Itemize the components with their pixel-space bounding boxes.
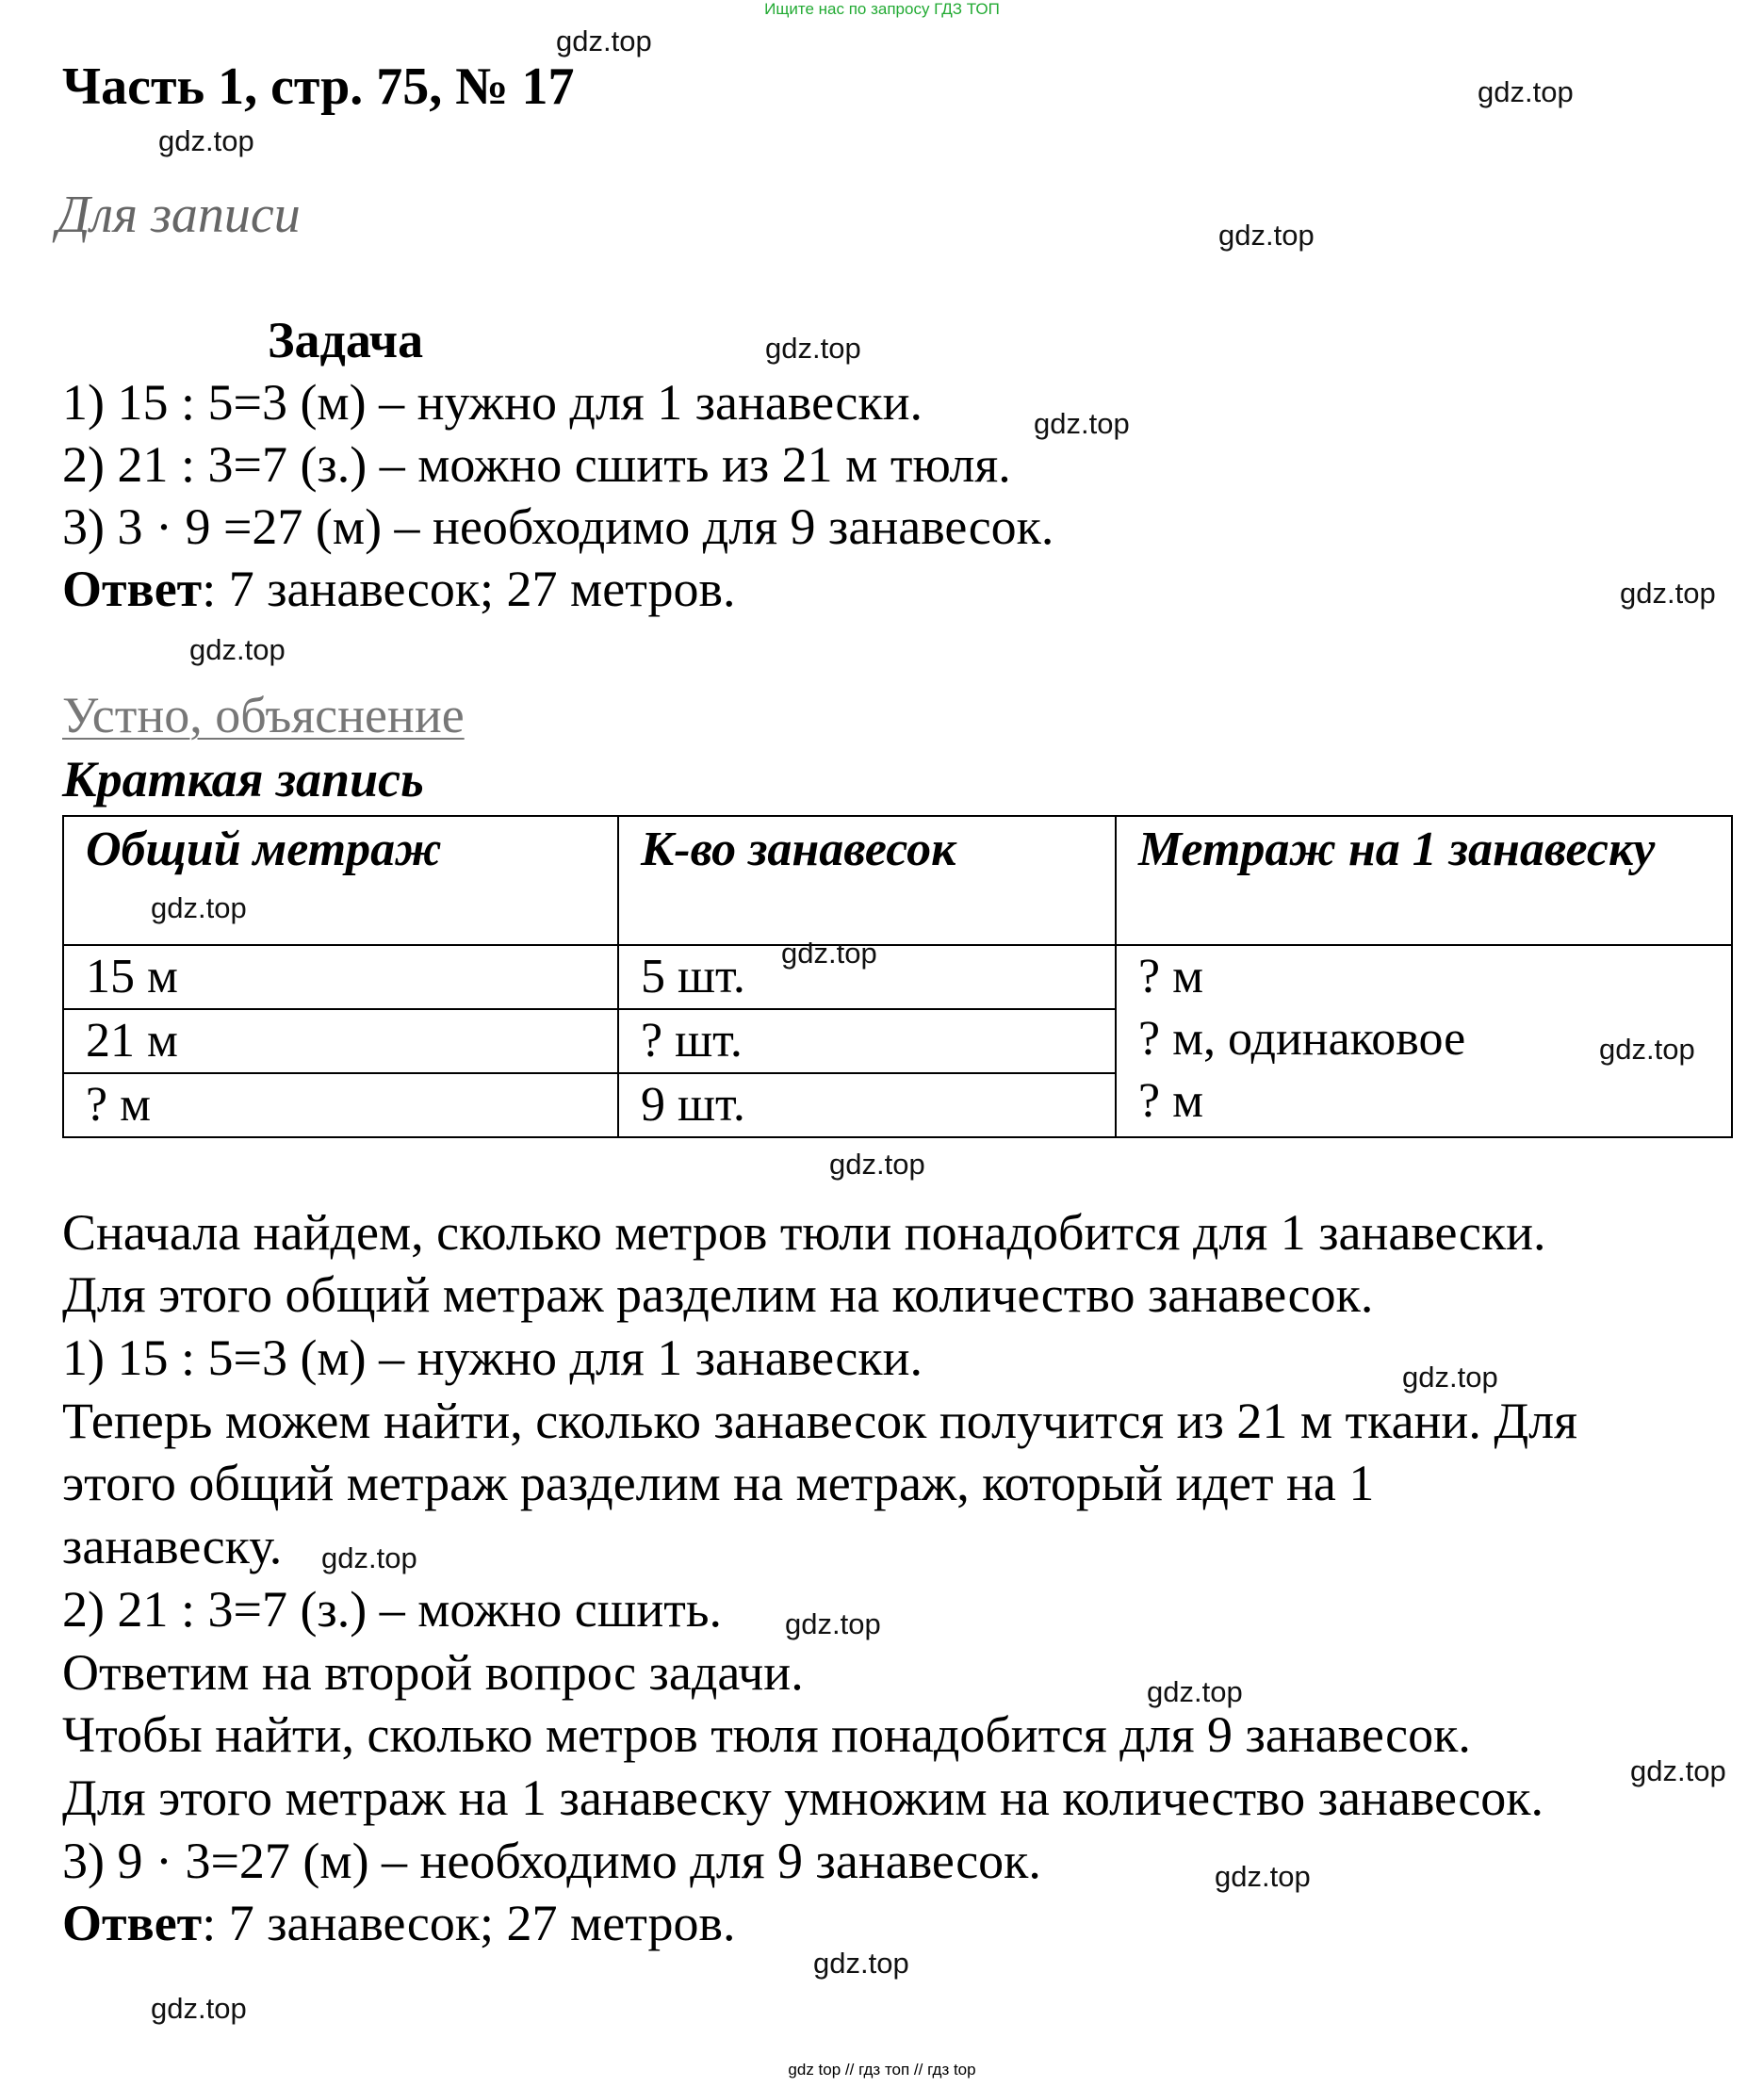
- watermark: gdz.top: [1478, 75, 1574, 108]
- task-step-1: 1) 15 : 5=3 (м) – нужно для 1 занавески.: [62, 374, 923, 431]
- watermark: gdz.top: [1147, 1675, 1243, 1708]
- explanation-line: 3) 9 · 3=27 (м) – необходимо для 9 занавесок.: [62, 1833, 1041, 1889]
- task-answer: [62, 560, 735, 618]
- explanation-line: 1) 15 : 5=3 (м) – нужно для 1 занавески.: [62, 1329, 923, 1386]
- watermark: gdz.top: [151, 891, 247, 924]
- explanation-line: 2) 21 : 3=7 (з.) – можно сшить.: [62, 1581, 722, 1638]
- table-cell: ? шт.: [618, 1009, 1116, 1073]
- table-cell: 5 шт.: [618, 945, 1116, 1009]
- subtitle: Для записи: [57, 186, 301, 244]
- explanation-line: Для этого метраж на 1 занавеску умножим на количество занавесок.: [62, 1769, 1544, 1826]
- watermark: gdz.top: [1402, 1361, 1498, 1394]
- explanation-line: занавеску.: [62, 1518, 283, 1574]
- explanation-line: Чтобы найти, сколько метров тюля понадобится для 9 занавесок.: [62, 1706, 1471, 1763]
- explanation-line: этого общий метраж разделим на метраж, который идет на 1: [62, 1455, 1375, 1511]
- table-cell: ? м: [63, 1073, 618, 1137]
- final-answer-text: : 7 занавесок; 27 метров.: [202, 1895, 736, 1951]
- merged-line: ? м, одинаковое: [1138, 1012, 1466, 1066]
- task-step-2: 2) 21 : 3=7 (з.) – можно сшить из 21 м тюля.: [62, 436, 1011, 493]
- watermark: gdz.top: [1620, 577, 1716, 610]
- explanation-line: Сначала найдем, сколько метров тюли понадобится для 1 занавески.: [62, 1204, 1546, 1261]
- page-title: Часть 1, стр. 75, № 17: [62, 57, 575, 116]
- watermark: gdz.top: [321, 1541, 417, 1574]
- header-total-meters: Общий метраж: [63, 816, 618, 945]
- short-record-heading: Краткая запись: [62, 751, 424, 807]
- oral-heading: Устно, объяснение: [62, 687, 465, 743]
- final-answer: [62, 1894, 735, 1952]
- watermark: gdz.top: [765, 332, 861, 365]
- watermark: gdz.top: [785, 1607, 881, 1640]
- watermark: gdz.top: [1218, 219, 1315, 252]
- task-heading: Задача: [268, 312, 424, 368]
- top-banner: Ищите нас по запросу ГДЗ ТОП: [764, 0, 1000, 18]
- merged-line: ? м: [1138, 950, 1203, 1003]
- final-answer-label: Ответ: [62, 1895, 203, 1951]
- table-row: [63, 945, 1732, 1009]
- header-curtain-count: К-во занавесок: [618, 816, 1116, 945]
- watermark: gdz.top: [189, 633, 286, 666]
- watermark: gdz.top: [151, 1992, 247, 2025]
- footer: gdz top // гдз топ // гдз top: [788, 2061, 976, 2079]
- watermark: gdz.top: [813, 1947, 909, 1980]
- table-cell: 21 м: [63, 1009, 618, 1073]
- watermark: gdz.top: [1630, 1754, 1726, 1787]
- answer-text: : 7 занавесок; 27 метров.: [202, 561, 736, 617]
- watermark: gdz.top: [829, 1148, 925, 1181]
- watermark: gdz.top: [1034, 407, 1130, 440]
- watermark: gdz.top: [781, 937, 877, 970]
- watermark: gdz.top: [158, 124, 254, 157]
- watermark: gdz.top: [1215, 1860, 1311, 1893]
- merged-line: ? м: [1138, 1074, 1203, 1128]
- table-cell: 15 м: [63, 945, 618, 1009]
- short-record-table: [62, 815, 1733, 1138]
- header-meters-per-curtain: Метраж на 1 занавеску: [1116, 816, 1732, 945]
- answer-label: Ответ: [62, 561, 203, 617]
- explanation-line: Для этого общий метраж разделим на количество занавесок.: [62, 1266, 1374, 1323]
- explanation-line: Теперь можем найти, сколько занавесок получится из 21 м ткани. Для: [62, 1393, 1577, 1449]
- explanation-line: Ответим на второй вопрос задачи.: [62, 1644, 804, 1701]
- watermark: gdz.top: [556, 24, 652, 57]
- table-cell: 9 шт.: [618, 1073, 1116, 1137]
- table-header-row: [63, 816, 1732, 945]
- task-step-3: 3) 3 · 9 =27 (м) – необходимо для 9 занавесок.: [62, 498, 1054, 555]
- watermark: gdz.top: [1599, 1033, 1695, 1066]
